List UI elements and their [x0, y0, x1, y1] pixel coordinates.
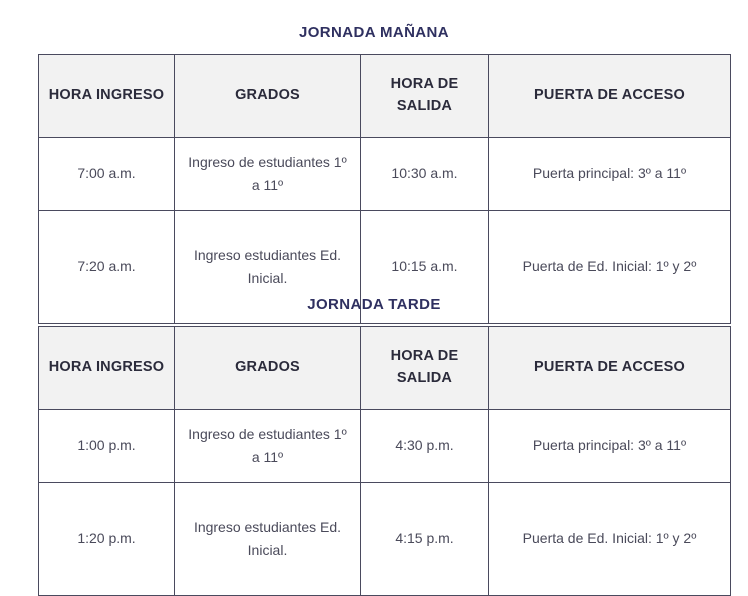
cell-hora-salida: 4:30 p.m. — [361, 410, 489, 483]
section-title-afternoon: JORNADA TARDE — [307, 296, 441, 313]
cell-hora-ingreso: 7:00 a.m. — [39, 138, 175, 211]
cell-hora-salida: 10:15 a.m. — [361, 211, 489, 324]
table-header-morning — [39, 55, 731, 138]
cell-puerta-acceso: Puerta principal: 3º a 11º — [489, 138, 731, 211]
schedule-table-afternoon — [38, 326, 731, 596]
table-header-afternoon — [39, 327, 731, 410]
column-header-hora-ingreso: HORA INGRESO — [39, 327, 175, 410]
cell-hora-ingreso: 1:00 p.m. — [39, 410, 175, 483]
cell-hora-ingreso: 7:20 a.m. — [39, 211, 175, 324]
cell-puerta-acceso: Puerta principal: 3º a 11º — [489, 410, 731, 483]
table-row — [39, 138, 731, 211]
section-title-morning: JORNADA MAÑANA — [298, 24, 450, 41]
column-header-puerta-acceso: PUERTA DE ACCESO — [489, 327, 731, 410]
column-header-grados: GRADOS — [175, 55, 361, 138]
cell-grados: Ingreso de estudiantes 1º a 11º — [175, 410, 361, 483]
table-header-row — [39, 55, 731, 138]
cell-hora-salida: 10:30 a.m. — [361, 138, 489, 211]
cell-grados: Ingreso estudiantes Ed. Inicial. — [175, 211, 361, 324]
cell-puerta-acceso: Puerta de Ed. Inicial: 1º y 2º — [489, 483, 731, 596]
table-header-row — [39, 327, 731, 410]
schedule-table-morning — [38, 54, 731, 324]
cell-puerta-acceso: Puerta de Ed. Inicial: 1º y 2º — [489, 211, 731, 324]
column-header-puerta-acceso: PUERTA DE ACCESO — [489, 55, 731, 138]
column-header-hora-salida: HORA DE SALIDA — [361, 327, 489, 410]
table-row — [39, 410, 731, 483]
cell-hora-salida: 4:15 p.m. — [361, 483, 489, 596]
cell-grados: Ingreso estudiantes Ed. Inicial. — [175, 483, 361, 596]
column-header-hora-salida: HORA DE SALIDA — [361, 55, 489, 138]
column-header-hora-ingreso: HORA INGRESO — [39, 55, 175, 138]
cell-grados: Ingreso de estudiantes 1º a 11º — [175, 138, 361, 211]
table-body-afternoon — [39, 410, 731, 596]
table-row — [39, 483, 731, 596]
column-header-grados: GRADOS — [175, 327, 361, 410]
cell-hora-ingreso: 1:20 p.m. — [39, 483, 175, 596]
